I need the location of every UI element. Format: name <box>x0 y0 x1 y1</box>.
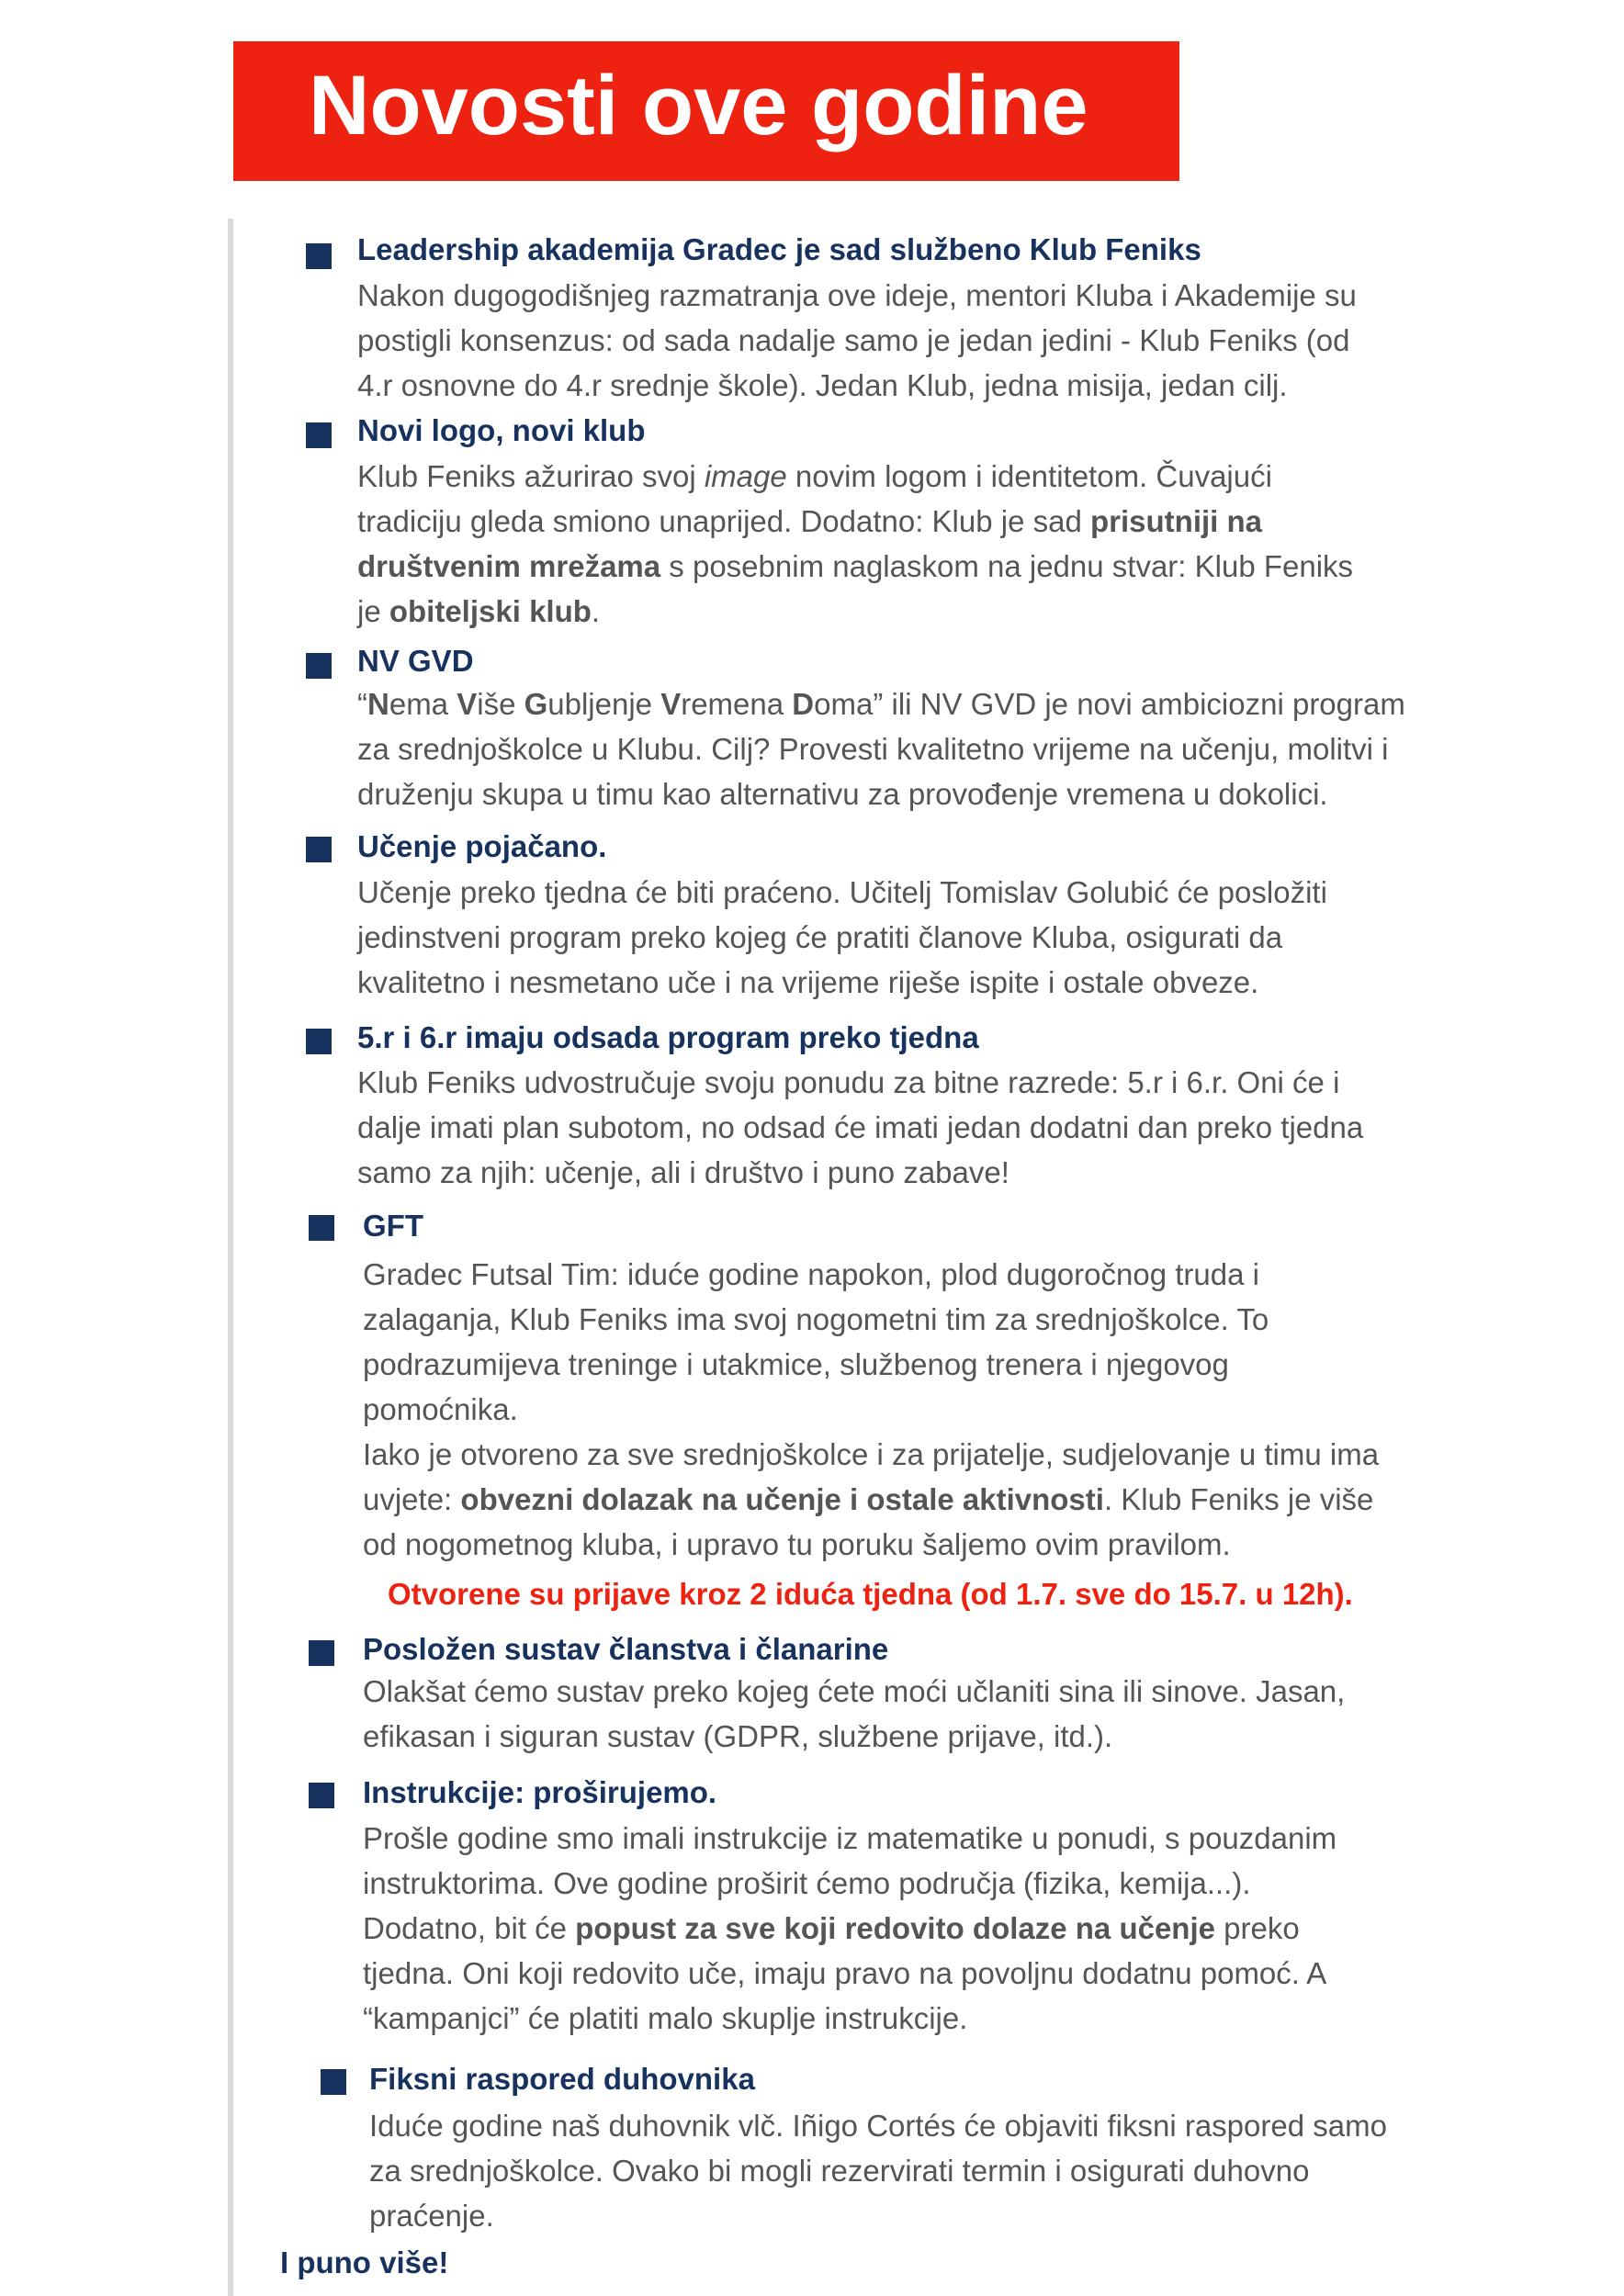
news-heading: GFT <box>363 1209 423 1243</box>
news-body <box>357 870 1551 1005</box>
registration-announcement: Otvorene su prijave kroz 2 iduća tjedna (od 1.7. sve do 15.7. u 12h). <box>388 1577 1353 1611</box>
square-bullet-icon <box>306 653 332 679</box>
body-line: praćenje. <box>369 2199 494 2233</box>
square-bullet-icon <box>306 243 332 269</box>
text-run: oma <box>814 687 874 721</box>
news-body <box>357 1060 1551 1195</box>
body-line: pomoćnika. <box>363 1392 518 1426</box>
text-run: Dodatno, bit će <box>363 1911 576 1945</box>
news-heading: Posložen sustav članstva i članarine <box>363 1632 889 1666</box>
bold-text: D <box>792 687 815 721</box>
bold-text: popust za sve koji redovito dolaze na učenje <box>575 1911 1215 1945</box>
body-line: 4.r osnovne do 4.r srednje škole). Jedan Klub, jedna misija, jedan cilj. <box>357 368 1288 402</box>
text-run: je <box>357 594 389 628</box>
news-body <box>357 454 1551 634</box>
body-line: efikasan i siguran sustav (GDPR, službene prijave, itd.). <box>363 1719 1113 1753</box>
body-line <box>363 1477 1557 1522</box>
bold-text: društvenim mrežama <box>357 549 661 583</box>
text-run: . <box>591 594 601 628</box>
news-heading: Novi logo, novi klub <box>357 413 646 447</box>
text-run: ” ili NV GVD je novi ambiciozni program <box>873 687 1405 721</box>
news-heading: Instrukcije: proširujemo. <box>363 1775 717 1809</box>
news-body <box>363 1252 1557 1567</box>
body-line <box>357 589 1551 634</box>
body-line: druženju skupa u timu kao alternativu za provođenje vremena u dokolici. <box>357 777 1328 811</box>
body-line: podrazumijeva treninge i utakmice, službenog trenera i njegovog <box>363 1347 1229 1381</box>
body-line: samo za njih: učenje, ali i društvo i puno zabave! <box>357 1155 1009 1189</box>
body-line: instruktorima. Ove godine proširit ćemo područja (fizika, kemija...). <box>363 1866 1251 1900</box>
square-bullet-icon <box>321 2069 346 2095</box>
news-body <box>369 2103 1563 2238</box>
body-line: Iako je otvoreno za sve srednjoškolce i za prijatelje, sudjelovanje u timu ima <box>363 1437 1380 1471</box>
square-bullet-icon <box>306 837 332 862</box>
bold-text: obiteljski klub <box>389 594 592 628</box>
body-line: Olakšat ćemo sustav preko kojeg ćete moći učlaniti sina ili sinove. Jasan, <box>363 1674 1346 1708</box>
text-run: novim logom i identitetom. Čuvajući <box>786 459 1272 493</box>
news-body <box>357 273 1551 408</box>
body-line: od nogometnog kluba, i upravo tu poruku šaljemo ovim pravilom. <box>363 1527 1231 1561</box>
body-line: dalje imati plan subotom, no odsad će imati jedan dodatni dan preko tjedna <box>357 1110 1364 1144</box>
news-body <box>363 1816 1557 2041</box>
text-run: remena <box>681 687 793 721</box>
body-line <box>357 681 1551 726</box>
body-line: zalaganja, Klub Feniks ima svoj nogometni tim za srednjoškolce. To <box>363 1302 1269 1336</box>
body-line: Klub Feniks udvostručuje svoju ponudu za bitne razrede: 5.r i 6.r. Oni će i <box>357 1065 1340 1099</box>
text-run: s posebnim naglaskom na jednu stvar: Klub Feniks <box>660 549 1354 583</box>
text-run: uvjete: <box>363 1482 461 1516</box>
bold-text: G <box>524 687 548 721</box>
text-run: iše <box>477 687 524 721</box>
square-bullet-icon <box>306 422 332 448</box>
vertical-divider <box>228 219 233 2296</box>
body-line <box>363 1906 1557 1951</box>
body-line: za srednjoškolce u Klubu. Cilj? Provesti kvalitetno vrijeme na učenju, molitvi i <box>357 732 1389 766</box>
news-heading: Leadership akademija Gradec je sad službeno Klub Feniks <box>357 232 1201 266</box>
body-line: Nakon dugogodišnjeg razmatranja ove ideje, mentori Kluba i Akademije su <box>357 278 1357 312</box>
body-line <box>357 454 1551 499</box>
bold-text: N <box>367 687 389 721</box>
news-heading: 5.r i 6.r imaju odsada program preko tjedna <box>357 1020 979 1054</box>
body-line: tjedna. Oni koji redovito uče, imaju pravo na povoljnu dodatnu pomoć. A <box>363 1956 1327 1990</box>
bold-text: V <box>457 687 478 721</box>
bold-text: prisutniji na <box>1090 504 1263 538</box>
text-run: preko <box>1215 1911 1300 1945</box>
body-line: jedinstveni program preko kojeg će pratiti članove Kluba, osigurati da <box>357 920 1283 954</box>
body-line: kvalitetno i nesmetano uče i na vrijeme riješe ispite i ostale obveze. <box>357 965 1259 999</box>
body-line: za srednjoškolce. Ovako bi mogli rezervirati termin i osigurati duhovno <box>369 2154 1310 2188</box>
square-bullet-icon <box>309 1783 334 1808</box>
text-run: . Klub Feniks je više <box>1103 1482 1374 1516</box>
body-line: Iduće godine naš duhovnik vlč. Iñigo Cortés će objaviti fiksni raspored samo <box>369 2109 1387 2143</box>
body-line: Učenje preko tjedna će biti praćeno. Učitelj Tomislav Golubić će posložiti <box>357 875 1327 909</box>
news-body <box>363 1669 1557 1759</box>
text-run: “ <box>357 687 367 721</box>
body-line <box>357 499 1551 544</box>
square-bullet-icon <box>309 1215 334 1241</box>
text-run: Klub Feniks ažurirao svoj <box>357 459 705 493</box>
title-banner <box>233 41 1179 181</box>
body-line: Gradec Futsal Tim: iduće godine napokon, plod dugoročnog truda i <box>363 1257 1259 1291</box>
news-body <box>357 681 1551 816</box>
body-line: “kampanjci” će platiti malo skuplje instrukcije. <box>363 2001 968 2035</box>
body-line: Prošle godine smo imali instrukcije iz matematike u ponudi, s pouzdanim <box>363 1821 1337 1855</box>
bold-text: obvezni dolazak na učenje i ostale aktivnosti <box>460 1482 1104 1516</box>
closing-text: I puno više! <box>280 2245 449 2279</box>
square-bullet-icon <box>306 1029 332 1054</box>
body-line <box>357 544 1551 589</box>
news-heading: Fiksni raspored duhovnika <box>369 2062 755 2096</box>
text-run: tradiciju gleda smiono unaprijed. Dodatno: Klub je sad <box>357 504 1090 538</box>
text-run: ubljenje <box>547 687 661 721</box>
italic-text: image <box>704 459 787 493</box>
page-title: Novosti ove godine <box>309 59 1088 152</box>
news-heading: Učenje pojačano. <box>357 829 607 863</box>
body-line: postigli konsenzus: od sada nadalje samo je jedan jedini - Klub Feniks (od <box>357 323 1350 357</box>
square-bullet-icon <box>309 1640 334 1666</box>
bold-text: V <box>660 687 682 721</box>
news-heading: NV GVD <box>357 644 474 678</box>
text-run: ema <box>389 687 457 721</box>
